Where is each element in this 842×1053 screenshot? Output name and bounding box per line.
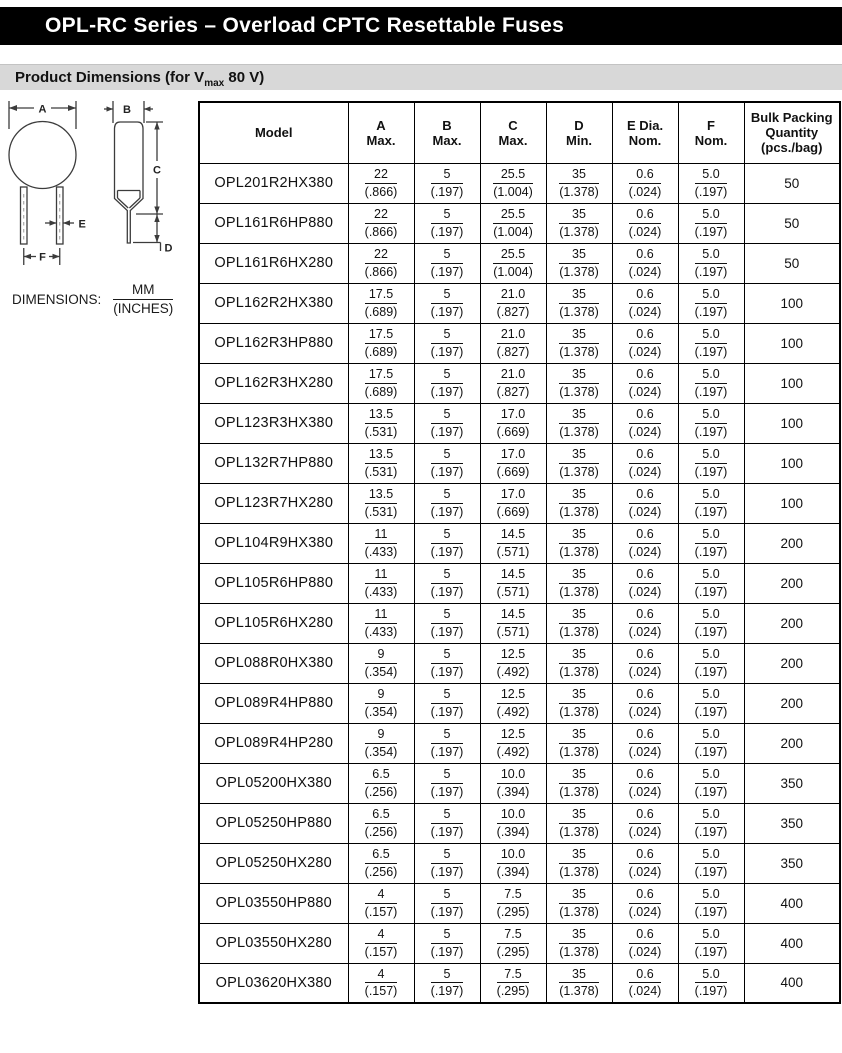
dimensions-note: [12, 282, 173, 317]
dimension-cell: $\frac{0.6}{(.024)}$: [612, 763, 678, 803]
dimension-cell: $\frac{5}{(.197)}$: [414, 763, 480, 803]
dimension-cell: $\frac{5.0}{(.197)}$: [678, 923, 744, 963]
dimension-cell: $\frac{6.5}{(.256)}$: [348, 763, 414, 803]
section-header-subscript: max: [204, 78, 225, 89]
dimension-cell: $\frac{17.0}{(.669)}$: [480, 483, 546, 523]
section-header-bar: [0, 64, 842, 90]
table-row: [199, 483, 840, 523]
dimension-cell: $\frac{5}{(.197)}$: [414, 523, 480, 563]
quantity-cell: 350: [744, 803, 840, 843]
dimension-cell: $\frac{13.5}{(.531)}$: [348, 403, 414, 443]
dimension-cell: $\frac{7.5}{(.295)}$: [480, 883, 546, 923]
section-header-suffix: 80 V): [224, 69, 265, 86]
dimension-cell: $\frac{17.0}{(.669)}$: [480, 443, 546, 483]
quantity-cell: 50: [744, 163, 840, 203]
model-cell: OPL201R2HX380: [199, 163, 348, 203]
dimension-cell: $\frac{10.0}{(.394)}$: [480, 843, 546, 883]
table-row: [199, 643, 840, 683]
dimension-cell: $\frac{12.5}{(.492)}$: [480, 683, 546, 723]
model-cell: OPL162R2HX380: [199, 283, 348, 323]
dimension-cell: $\frac{5.0}{(.197)}$: [678, 643, 744, 683]
quantity-cell: 200: [744, 723, 840, 763]
dimension-cell: $\frac{5}{(.197)}$: [414, 643, 480, 683]
quantity-cell: 100: [744, 323, 840, 363]
dimension-cell: $\frac{5.0}{(.197)}$: [678, 283, 744, 323]
dimension-cell: $\frac{7.5}{(.295)}$: [480, 923, 546, 963]
dim-f-arrow-left: [24, 254, 31, 260]
dimension-cell: $\frac{17.5}{(.689)}$: [348, 323, 414, 363]
table-row: [199, 723, 840, 763]
dimension-cell: $\frac{0.6}{(.024)}$: [612, 683, 678, 723]
dim-d-arrow-bottom: [154, 235, 159, 243]
model-cell: OPL161R6HP880: [199, 203, 348, 243]
model-cell: OPL088R0HX380: [199, 643, 348, 683]
dimension-cell: $\frac{35}{(1.378)}$: [546, 803, 612, 843]
table-row: [199, 363, 840, 403]
model-cell: OPL123R3HX380: [199, 403, 348, 443]
dimension-cell: $\frac{35}{(1.378)}$: [546, 163, 612, 203]
dimension-cell: $\frac{35}{(1.378)}$: [546, 963, 612, 1003]
dimension-cell: $\frac{5}{(.197)}$: [414, 283, 480, 323]
dimension-cell: $\frac{35}{(1.378)}$: [546, 283, 612, 323]
table-row: [199, 523, 840, 563]
quantity-cell: 100: [744, 363, 840, 403]
dimension-cell: $\frac{5}{(.197)}$: [414, 603, 480, 643]
dimension-cell: $\frac{17.5}{(.689)}$: [348, 363, 414, 403]
dimension-cell: $\frac{17.0}{(.669)}$: [480, 403, 546, 443]
dimension-cell: $\frac{5}{(.197)}$: [414, 323, 480, 363]
dimension-cell: $\frac{35}{(1.378)}$: [546, 563, 612, 603]
dimension-cell: $\frac{0.6}{(.024)}$: [612, 843, 678, 883]
model-cell: OPL132R7HP880: [199, 443, 348, 483]
dimension-cell: $\frac{5}{(.197)}$: [414, 203, 480, 243]
dimension-cell: $\frac{5.0}{(.197)}$: [678, 603, 744, 643]
dimension-cell: $\frac{5.0}{(.197)}$: [678, 803, 744, 843]
quantity-cell: 50: [744, 243, 840, 283]
dimension-cell: $\frac{12.5}{(.492)}$: [480, 723, 546, 763]
quantity-cell: 100: [744, 443, 840, 483]
table-row: [199, 563, 840, 603]
quantity-cell: 200: [744, 643, 840, 683]
quantity-cell: 200: [744, 523, 840, 563]
column-header: F Nom.: [678, 102, 744, 163]
dimension-cell: $\frac{0.6}{(.024)}$: [612, 643, 678, 683]
dimension-cell: $\frac{5.0}{(.197)}$: [678, 203, 744, 243]
dim-a-arrow-right: [68, 105, 76, 111]
model-cell: OPL089R4HP280: [199, 723, 348, 763]
dimension-cell: $\frac{4}{(.157)}$: [348, 883, 414, 923]
table-row: [199, 763, 840, 803]
dimension-cell: $\frac{13.5}{(.531)}$: [348, 443, 414, 483]
model-cell: OPL089R4HP880: [199, 683, 348, 723]
quantity-cell: 200: [744, 603, 840, 643]
quantity-cell: 200: [744, 563, 840, 603]
title-bar: [0, 7, 842, 45]
dimension-cell: $\frac{35}{(1.378)}$: [546, 723, 612, 763]
dimension-cell: $\frac{35}{(1.378)}$: [546, 523, 612, 563]
dimension-cell: $\frac{14.5}{(.571)}$: [480, 563, 546, 603]
dimension-cell: $\frac{5}{(.197)}$: [414, 923, 480, 963]
dimension-cell: $\frac{5.0}{(.197)}$: [678, 403, 744, 443]
dimension-cell: $\frac{25.5}{(1.004)}$: [480, 243, 546, 283]
dimension-cell: $\frac{5}{(.197)}$: [414, 163, 480, 203]
quantity-cell: 400: [744, 963, 840, 1003]
page-title: OPL-RC Series – Overload CPTC Resettable Fuses: [45, 14, 565, 37]
dimension-cell: $\frac{14.5}{(.571)}$: [480, 603, 546, 643]
dimension-cell: $\frac{5.0}{(.197)}$: [678, 563, 744, 603]
dimension-cell: $\frac{12.5}{(.492)}$: [480, 643, 546, 683]
product-dimensions-table: [198, 101, 841, 1004]
section-header-prefix: Product Dimensions (for V: [15, 69, 205, 86]
dimension-cell: $\frac{5}{(.197)}$: [414, 363, 480, 403]
model-cell: OPL104R9HX380: [199, 523, 348, 563]
model-cell: OPL162R3HP880: [199, 323, 348, 363]
dimension-cell: $\frac{0.6}{(.024)}$: [612, 323, 678, 363]
dim-label-b: B: [123, 104, 131, 116]
dimension-cell: $\frac{35}{(1.378)}$: [546, 843, 612, 883]
dimension-cell: $\frac{9}{(.354)}$: [348, 723, 414, 763]
dim-b-arrow-left: [107, 106, 114, 111]
table-row: [199, 443, 840, 483]
dimension-cell: $\frac{11}{(.433)}$: [348, 603, 414, 643]
dimension-cell: $\frac{0.6}{(.024)}$: [612, 803, 678, 843]
dimension-cell: $\frac{5}{(.197)}$: [414, 403, 480, 443]
table-row: [199, 283, 840, 323]
dimension-cell: $\frac{0.6}{(.024)}$: [612, 203, 678, 243]
dimension-cell: $\frac{5.0}{(.197)}$: [678, 483, 744, 523]
quantity-cell: 100: [744, 483, 840, 523]
dimension-cell: $\frac{0.6}{(.024)}$: [612, 523, 678, 563]
dimension-cell: $\frac{21.0}{(.827)}$: [480, 323, 546, 363]
dimension-cell: $\frac{35}{(1.378)}$: [546, 203, 612, 243]
dimension-cell: $\frac{35}{(1.378)}$: [546, 243, 612, 283]
model-cell: OPL05200HX380: [199, 763, 348, 803]
column-header: Model: [199, 102, 348, 163]
dimension-cell: $\frac{5}{(.197)}$: [414, 243, 480, 283]
dimension-cell: $\frac{22}{(.866)}$: [348, 243, 414, 283]
dimension-cell: $\frac{35}{(1.378)}$: [546, 883, 612, 923]
dim-label-a: A: [38, 103, 47, 116]
dimension-cell: $\frac{5}{(.197)}$: [414, 683, 480, 723]
dimension-cell: $\frac{5.0}{(.197)}$: [678, 763, 744, 803]
dimension-cell: $\frac{5}{(.197)}$: [414, 963, 480, 1003]
dimension-cell: $\frac{35}{(1.378)}$: [546, 483, 612, 523]
dim-c-arrow-top: [154, 122, 159, 130]
dimension-cell: $\frac{35}{(1.378)}$: [546, 363, 612, 403]
dimension-cell: $\frac{14.5}{(.571)}$: [480, 523, 546, 563]
dimension-cell: $\frac{11}{(.433)}$: [348, 563, 414, 603]
dimension-cell: $\frac{7.5}{(.295)}$: [480, 963, 546, 1003]
dimension-cell: $\frac{0.6}{(.024)}$: [612, 403, 678, 443]
dimension-cell: $\frac{10.0}{(.394)}$: [480, 763, 546, 803]
table-row: [199, 163, 840, 203]
dimension-cell: $\frac{35}{(1.378)}$: [546, 923, 612, 963]
table-row: [199, 323, 840, 363]
dimension-cell: $\frac{17.5}{(.689)}$: [348, 283, 414, 323]
dimension-cell: $\frac{0.6}{(.024)}$: [612, 443, 678, 483]
table-row: [199, 843, 840, 883]
table-row: [199, 923, 840, 963]
column-header: E Dia. Nom.: [612, 102, 678, 163]
quantity-cell: 200: [744, 683, 840, 723]
table-row: [199, 683, 840, 723]
dimension-cell: $\frac{13.5}{(.531)}$: [348, 483, 414, 523]
dim-c-arrow-bottom: [154, 207, 159, 215]
quantity-cell: 400: [744, 883, 840, 923]
model-cell: OPL161R6HX280: [199, 243, 348, 283]
dim-label-f: F: [39, 251, 46, 264]
column-header: A Max.: [348, 102, 414, 163]
dimension-cell: $\frac{0.6}{(.024)}$: [612, 363, 678, 403]
quantity-cell: 350: [744, 763, 840, 803]
dimension-cell: $\frac{35}{(1.378)}$: [546, 683, 612, 723]
dimension-cell: $\frac{5.0}{(.197)}$: [678, 683, 744, 723]
model-cell: OPL105R6HX280: [199, 603, 348, 643]
dimension-cell: $\frac{5}{(.197)}$: [414, 803, 480, 843]
dimension-cell: $\frac{4}{(.157)}$: [348, 963, 414, 1003]
dimension-cell: $\frac{5.0}{(.197)}$: [678, 883, 744, 923]
quantity-cell: 400: [744, 923, 840, 963]
dimension-cell: $\frac{6.5}{(.256)}$: [348, 803, 414, 843]
dimension-cell: $\frac{22}{(.866)}$: [348, 203, 414, 243]
dimension-cell: $\frac{5.0}{(.197)}$: [678, 843, 744, 883]
dimension-cell: $\frac{21.0}{(.827)}$: [480, 283, 546, 323]
table-row: [199, 403, 840, 443]
dimension-cell: $\frac{0.6}{(.024)}$: [612, 723, 678, 763]
dim-e-arrow-left: [50, 220, 57, 226]
dim-label-c: C: [153, 164, 161, 177]
dimension-cell: $\frac{25.5}{(1.004)}$: [480, 203, 546, 243]
quantity-cell: 100: [744, 403, 840, 443]
column-header: C Max.: [480, 102, 546, 163]
dimension-cell: $\frac{5}{(.197)}$: [414, 883, 480, 923]
dim-d-arrow-top: [154, 215, 159, 223]
quantity-cell: 350: [744, 843, 840, 883]
dimension-cell: $\frac{5}{(.197)}$: [414, 443, 480, 483]
dimensions-unit-fraction: [113, 282, 173, 317]
dimension-cell: $\frac{0.6}{(.024)}$: [612, 603, 678, 643]
dimensions-unit-mm: MM: [113, 282, 173, 300]
dim-a-arrow-left: [9, 105, 17, 111]
dim-f-arrow-right: [53, 254, 60, 260]
dimension-cell: $\frac{4}{(.157)}$: [348, 923, 414, 963]
column-header: Bulk Packing Quantity (pcs./bag): [744, 102, 840, 163]
dimension-cell: $\frac{5}{(.197)}$: [414, 563, 480, 603]
dimension-cell: $\frac{5.0}{(.197)}$: [678, 363, 744, 403]
column-header: B Max.: [414, 102, 480, 163]
section-header: [0, 65, 842, 96]
dimension-cell: $\frac{35}{(1.378)}$: [546, 443, 612, 483]
fuse-side-outline: [115, 122, 144, 243]
dimension-cell: $\frac{35}{(1.378)}$: [546, 323, 612, 363]
dimension-cell: $\frac{0.6}{(.024)}$: [612, 283, 678, 323]
dim-b-arrow-right: [144, 106, 151, 111]
dimension-cell: $\frac{35}{(1.378)}$: [546, 643, 612, 683]
dimension-cell: $\frac{5.0}{(.197)}$: [678, 723, 744, 763]
model-cell: OPL03550HP880: [199, 883, 348, 923]
dimension-cell: $\frac{10.0}{(.394)}$: [480, 803, 546, 843]
dim-label-d: D: [164, 242, 173, 255]
fuse-disc-outline: [9, 122, 76, 189]
dimensions-unit-inches: (INCHES): [113, 301, 174, 316]
table-header-row: [199, 102, 840, 163]
dimension-cell: $\frac{9}{(.354)}$: [348, 683, 414, 723]
dim-e-arrow-right: [63, 220, 70, 226]
model-cell: OPL162R3HX280: [199, 363, 348, 403]
dimension-cell: $\frac{22}{(.866)}$: [348, 163, 414, 203]
model-cell: OPL03550HX280: [199, 923, 348, 963]
dimension-cell: $\frac{11}{(.433)}$: [348, 523, 414, 563]
table-row: [199, 203, 840, 243]
dimension-cell: $\frac{5}{(.197)}$: [414, 483, 480, 523]
dimension-cell: $\frac{5.0}{(.197)}$: [678, 163, 744, 203]
table-row: [199, 963, 840, 1003]
dimension-cell: $\frac{0.6}{(.024)}$: [612, 243, 678, 283]
dimension-cell: $\frac{0.6}{(.024)}$: [612, 563, 678, 603]
table-row: [199, 243, 840, 283]
dimension-cell: $\frac{5.0}{(.197)}$: [678, 443, 744, 483]
quantity-cell: 50: [744, 203, 840, 243]
dimension-cell: $\frac{0.6}{(.024)}$: [612, 923, 678, 963]
model-cell: OPL123R7HX280: [199, 483, 348, 523]
dimensions-note-label: DIMENSIONS:: [12, 292, 102, 307]
dimension-cell: $\frac{5.0}{(.197)}$: [678, 963, 744, 1003]
dimension-cell: $\frac{5.0}{(.197)}$: [678, 523, 744, 563]
dimension-cell: $\frac{0.6}{(.024)}$: [612, 163, 678, 203]
dimension-cell: $\frac{0.6}{(.024)}$: [612, 883, 678, 923]
table-row: [199, 603, 840, 643]
dimension-cell: $\frac{35}{(1.378)}$: [546, 403, 612, 443]
dimension-cell: $\frac{5.0}{(.197)}$: [678, 243, 744, 283]
dimension-cell: $\frac{6.5}{(.256)}$: [348, 843, 414, 883]
quantity-cell: 100: [744, 283, 840, 323]
table-row: [199, 883, 840, 923]
model-cell: OPL03620HX380: [199, 963, 348, 1003]
table-row: [199, 803, 840, 843]
model-cell: OPL105R6HP880: [199, 563, 348, 603]
dimension-cell: $\frac{9}{(.354)}$: [348, 643, 414, 683]
model-cell: OPL05250HP880: [199, 803, 348, 843]
dimension-cell: $\frac{5.0}{(.197)}$: [678, 323, 744, 363]
dim-label-e: E: [78, 218, 86, 231]
dimension-cell: $\frac{5}{(.197)}$: [414, 723, 480, 763]
column-header: D Min.: [546, 102, 612, 163]
dimension-cell: $\frac{35}{(1.378)}$: [546, 763, 612, 803]
dimension-cell: $\frac{21.0}{(.827)}$: [480, 363, 546, 403]
dimension-cell: $\frac{35}{(1.378)}$: [546, 603, 612, 643]
model-cell: OPL05250HX280: [199, 843, 348, 883]
dimension-cell: $\frac{0.6}{(.024)}$: [612, 963, 678, 1003]
dimension-cell: $\frac{0.6}{(.024)}$: [612, 483, 678, 523]
dimension-cell: $\frac{5}{(.197)}$: [414, 843, 480, 883]
dimension-cell: $\frac{25.5}{(1.004)}$: [480, 163, 546, 203]
